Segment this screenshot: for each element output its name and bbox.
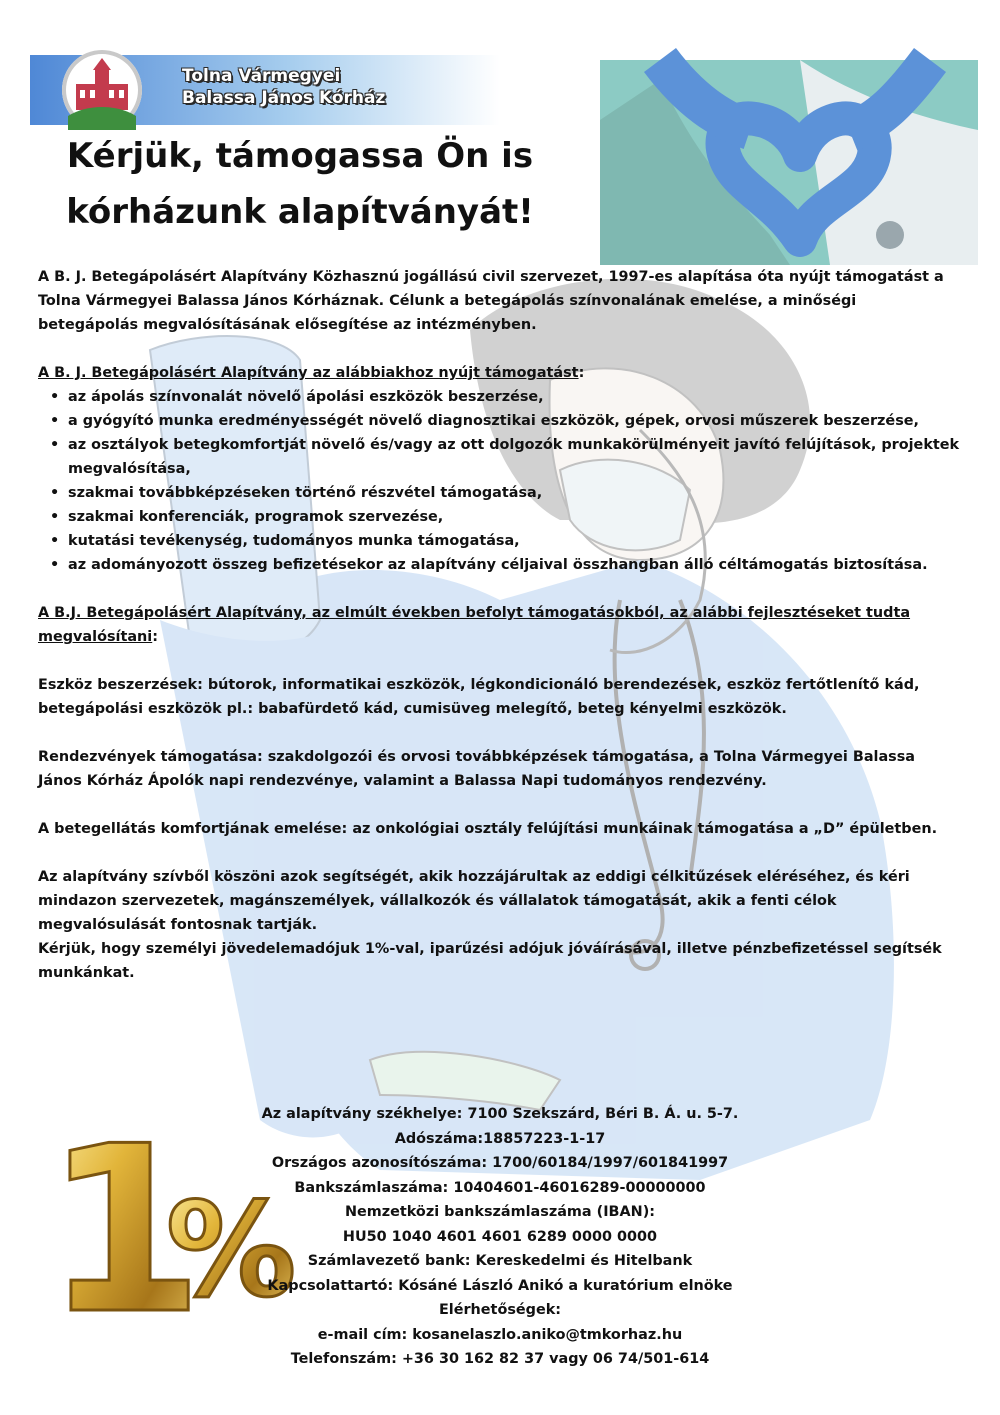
support-heading-suffix: : bbox=[578, 365, 585, 381]
contact-tax-number: Adószáma:18857223-1-17 bbox=[394, 1130, 606, 1147]
contact-reach-label: Elérhetőségek: bbox=[438, 1302, 562, 1318]
contact-bank-account: Bankszámlaszáma: 10404601-46016289-00000000 bbox=[294, 1179, 706, 1196]
contact-bank: Számlavezető bank: Kereskedelmi és Hitelbank bbox=[307, 1253, 693, 1269]
comfort-paragraph: A betegellátás komfortjának emelése: az onkológiai osztály felújítási munkáinak támogatása a „D” épületben. bbox=[38, 821, 938, 837]
support-heading bbox=[38, 361, 960, 385]
intro-paragraph: A B. J. Betegápolásért Alapítvány Közhasznú jogállású civil szervezet, 1997-es alapítása óta nyújt támogatást a Tolna Vármegyei Balassa János Kórháznak. Célunk a betegápolás színvonalának emelése, a minőségi betegápolás megvalósításának elősegítése az intézményben. bbox=[38, 269, 944, 333]
hospital-name-line2: Balassa János Kórház bbox=[182, 88, 386, 108]
contact-iban: HU50 1040 4601 4601 6289 0000 0000 bbox=[342, 1228, 658, 1245]
list-item: • az adományozott összeg befizetésekor az alapítvány céljaival összhangban álló céltámogatás biztosítása. bbox=[68, 553, 960, 577]
support-heading-text: A B. J. Betegápolásért Alapítvány az alábbiakhoz nyújt támogatást bbox=[38, 365, 579, 381]
one-digit: 1 bbox=[44, 1098, 205, 1365]
hospital-name bbox=[182, 65, 385, 109]
list-item: • a gyógyító munka eredményességét növelő diagnosztikai eszközök, gépek, orvosi műszerek beszerzése, bbox=[68, 409, 960, 433]
list-item: • kutatási tevékenység, tudományos munka támogatása, bbox=[68, 529, 960, 553]
contact-seat: Az alapítvány székhelye: 7100 Szekszárd, Béri B. Á. u. 5-7. bbox=[261, 1106, 739, 1122]
achievements-heading-suffix: : bbox=[152, 629, 158, 645]
contact-national-id: Országos azonosítószáma: 1700/60184/1997/601841997 bbox=[271, 1155, 729, 1171]
events-paragraph: Rendezvények támogatása: szakdolgozói és orvosi továbbképzések támogatása, a Tolna Vármegyei Balassa János Kórház Ápolók napi rendezvénye, valamint a Balassa Napi tudományos rendezvény. bbox=[38, 749, 916, 789]
page-headline bbox=[30, 128, 570, 240]
headline-line2: kórházunk alapítványát! bbox=[66, 192, 534, 232]
photo-drawing bbox=[600, 60, 978, 265]
equipment-paragraph: Eszköz beszerzések: bútorok, informatikai eszközök, légkondicionáló berendezések, eszköz fertőtlenítő kád, betegápolási eszközök pl.: babafürdető kád, cumisüveg melegítő, beteg kényelmi eszközök. bbox=[38, 677, 920, 717]
contact-email[interactable]: e-mail cím: kosanelaszlo.aniko@tmkorhaz.hu bbox=[317, 1326, 683, 1343]
contact-block bbox=[240, 1102, 760, 1372]
percent-sign: % bbox=[166, 1174, 297, 1326]
achievements-heading-text: A B.J. Betegápolásért Alapítvány, az elmúlt években befolyt támogatásokból, az alábbi fejlesztéseket tudta megvalósítani bbox=[38, 605, 911, 645]
contact-iban-label: Nemzetközi bankszámlaszáma (IBAN): bbox=[344, 1204, 656, 1220]
document-body bbox=[38, 265, 960, 985]
achievements-heading bbox=[38, 601, 960, 649]
list-item: • az osztályok betegkomfortját növelő és/vagy az ott dolgozók munkakörülményeit javító felújítások, projektek megvalósítása, bbox=[68, 433, 960, 481]
list-item: • szakmai konferenciák, programok szervezése, bbox=[68, 505, 960, 529]
contact-person: Kapcsolattartó: Kósáné László Anikó a kuratórium elnöke bbox=[267, 1277, 733, 1294]
list-item: • szakmai továbbképzéseken történő részvétel támogatása, bbox=[68, 481, 960, 505]
request-paragraph: Kérjük, hogy személyi jövedelemadójuk 1%-val, iparűzési adójuk jóváírásával, illetve pénzbefizetéssel segítsék munkánkat. bbox=[38, 941, 942, 981]
logo-drawing bbox=[62, 50, 142, 130]
list-item: • az ápolás színvonalát növelő ápolási eszközök beszerzése, bbox=[68, 385, 960, 409]
support-list bbox=[38, 385, 960, 577]
gloved-hands-heart-photo bbox=[600, 60, 978, 265]
thanks-paragraph: Az alapítvány szívből köszöni azok segítségét, akik hozzájárultak az eddigi célkitűzések eléréséhez, és kéri mindazon szervezetek, magánszemélyek, vállalkozók és vállalatok támogatását, akik a fenti célok megvalósulását fontosnak tartják. bbox=[38, 869, 910, 933]
headline-line1: Kérjük, támogassa Ön is bbox=[66, 136, 534, 176]
contact-phone[interactable]: Telefonszám: +36 30 162 82 37 vagy 06 74/501-614 bbox=[290, 1351, 710, 1367]
hospital-name-line1: Tolna Vármegyei bbox=[182, 66, 341, 86]
hospital-building-logo-icon bbox=[62, 50, 142, 130]
hospital-header-bar bbox=[30, 55, 500, 125]
